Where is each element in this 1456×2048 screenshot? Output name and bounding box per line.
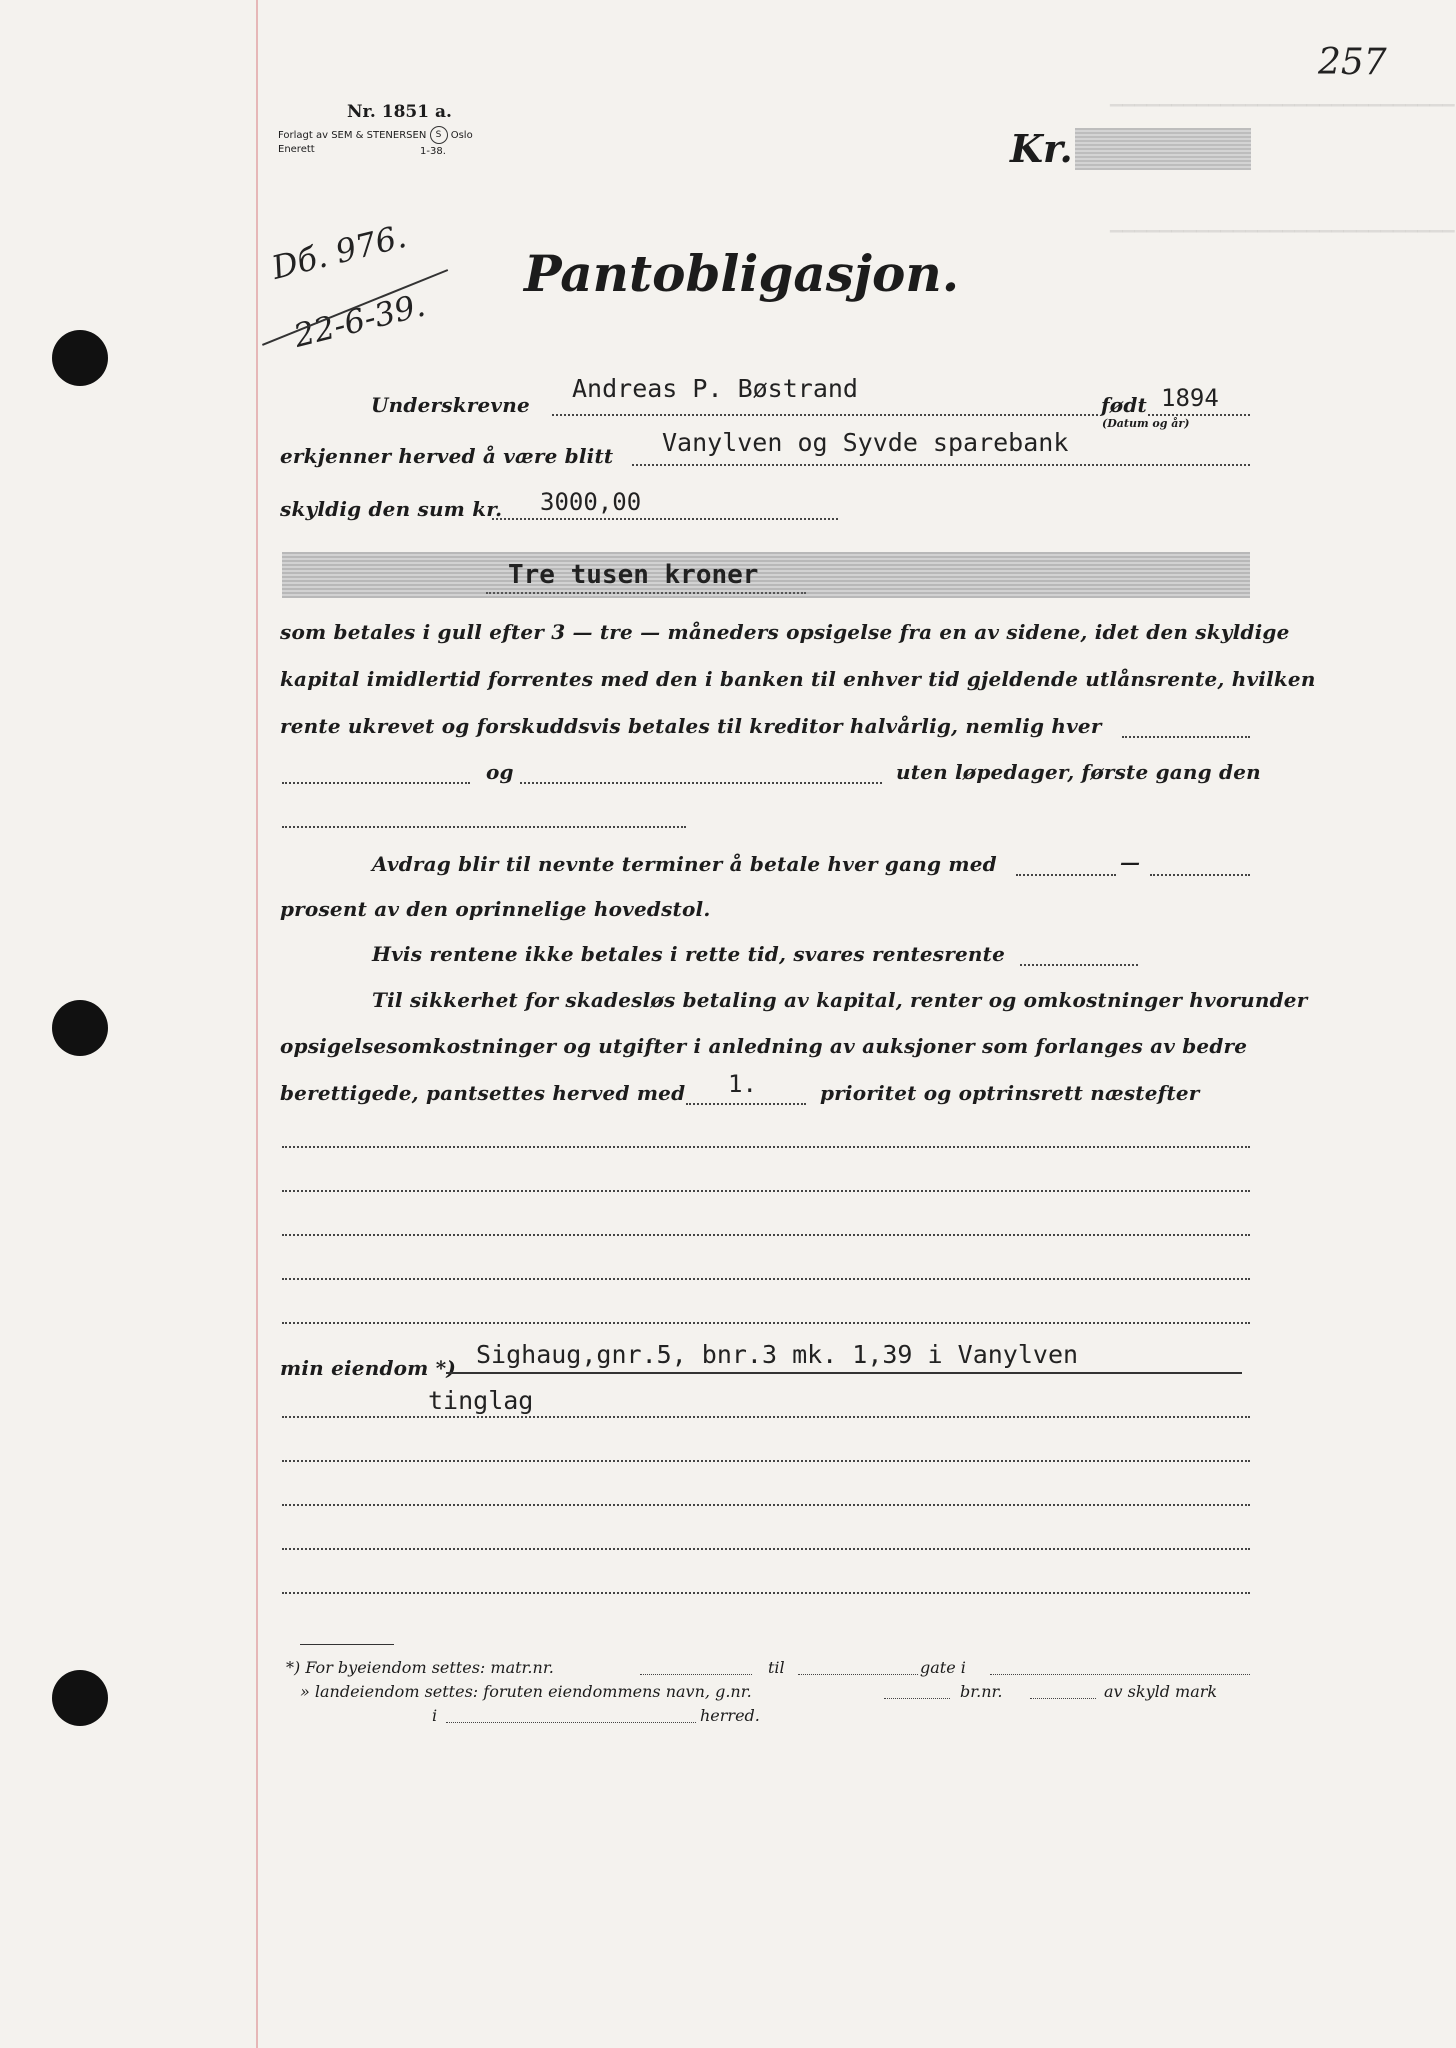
punch-hole: [52, 1670, 108, 1726]
document-title: Pantobligasjon.: [524, 244, 960, 303]
avdrag-dotted-line-a: [1016, 874, 1116, 876]
creditor-value: Vanylven og Syvde sparebank: [662, 428, 1069, 457]
footnote-line-3-b: herred.: [700, 1706, 760, 1725]
punch-hole: [52, 1000, 108, 1056]
punch-hole: [52, 330, 108, 386]
annotation-date: 22-6-39.: [290, 285, 429, 355]
body-line-4-end: uten løpedager, første gang den: [896, 760, 1261, 784]
footnote-rule: [300, 1644, 394, 1645]
sum-words: Tre tusen kroner: [508, 560, 759, 590]
footnote-line-3-a: i: [432, 1706, 438, 1725]
page-number: 257: [1318, 42, 1387, 83]
renter-label: Hvis rentene ikke betales i rette tid, svares rentesrente: [372, 942, 1006, 966]
property-value: Sighaug,gnr.5, bnr.3 mk. 1,39 i Vanylven: [476, 1340, 1079, 1369]
sikkerhet-line-2: opsigelsesomkostninger og utgifter i anledning av auksjoner som forlanges av bedre: [280, 1034, 1248, 1058]
publisher-date: 1-38.: [420, 146, 446, 157]
priority-dotted-line: [686, 1103, 806, 1105]
publisher-logo-icon: S: [430, 126, 448, 144]
footnote-line-2-c: av skyld mark: [1104, 1682, 1218, 1701]
publisher-enerett: Enerett: [278, 144, 315, 155]
interest-date-3-dotted-line: [520, 782, 882, 784]
avdrag-dotted-line-b: [1150, 874, 1250, 876]
form-number: Nr. 1851 a.: [347, 102, 452, 122]
born-label: født: [1101, 393, 1147, 417]
born-value: 1894: [1161, 384, 1219, 412]
footnote-line-1-b: til: [768, 1658, 785, 1677]
kr-label: Kr.: [1010, 126, 1073, 171]
margin-line: [256, 0, 258, 2048]
footnote-dotted: [884, 1698, 950, 1699]
body-line-4-and: og: [486, 760, 514, 784]
publisher-city: Oslo: [450, 130, 473, 141]
sum-words-dotted-line: [486, 592, 806, 594]
property-label: min eiendom *): [280, 1356, 457, 1380]
property-dotted-line: [282, 1416, 1250, 1418]
body-line-3: rente ukrevet og forskuddsvis betales til kreditor halvårlig, nemlig hver: [280, 714, 1102, 738]
property-dotted-line: [282, 1504, 1250, 1506]
blank-dotted-line: [282, 1190, 1250, 1192]
sikkerhet-line-3-b: prioritet og optrinsrett næstefter: [820, 1081, 1200, 1105]
bleed-through-text: ▔▔▔▔▔▔▔▔▔▔▔▔▔▔▔▔▔▔▔▔▔▔▔▔▔▔▔▔: [1110, 104, 1455, 123]
blank-dotted-line: [282, 1146, 1250, 1148]
sikkerhet-line-3-a: berettigede, pantsettes herved med: [280, 1081, 686, 1105]
blank-dotted-line: [282, 1278, 1250, 1280]
footnote-dotted: [1030, 1698, 1096, 1699]
footnote-line-1-a: *) For byeiendom settes: matr.nr.: [286, 1658, 554, 1677]
prosent-label: prosent av den oprinnelige hovedstol.: [280, 897, 711, 921]
footnote-dotted: [990, 1674, 1250, 1675]
kr-shaded-box: [1075, 128, 1251, 170]
priority-value: 1.: [728, 1070, 757, 1098]
footnote-dotted: [446, 1722, 696, 1723]
avdrag-label: Avdrag blir til nevnte terminer å betale hver gang med: [372, 852, 997, 876]
sum-dotted-line: [492, 518, 838, 520]
avdrag-dash: —: [1120, 850, 1141, 874]
undersigned-value: Andreas P. Bøstrand: [572, 374, 858, 403]
renter-dotted-line: [1020, 964, 1138, 966]
footnote-dotted: [798, 1674, 918, 1675]
creditor-dotted-line: [632, 464, 1250, 466]
interest-date-2-dotted-line: [282, 782, 470, 784]
bleed-through-text: ▔▔▔▔▔▔▔▔▔▔▔▔▔▔▔▔▔▔▔▔▔▔▔▔▔▔▔▔: [1110, 230, 1455, 249]
interest-dates-dotted-line: [1122, 736, 1250, 738]
body-line-1: som betales i gull efter 3 — tre — måneders opsigelse fra en av sidene, idet den skyldige: [280, 620, 1290, 644]
property-value-continued: tinglag: [428, 1386, 534, 1415]
footnote-line-2-b: br.nr.: [960, 1682, 1003, 1701]
footnote-line-2-a: » landeiendom settes: foruten eiendommens navn, g.nr.: [300, 1682, 752, 1701]
publisher-line: [278, 126, 473, 144]
body-line-2: kapital imidlertid forrentes med den i banken til enhver tid gjeldende utlånsrente, hvilken: [280, 667, 1316, 691]
first-date-dotted-line: [282, 826, 686, 828]
property-dotted-line: [282, 1460, 1250, 1462]
creditor-label: erkjenner herved å være blitt: [280, 444, 614, 468]
sikkerhet-line-1: Til sikkerhet for skadesløs betaling av kapital, renter og omkostninger hvorunder: [372, 988, 1308, 1012]
annotation-reference: Dб. 976.: [268, 216, 410, 287]
property-dotted-line: [282, 1548, 1250, 1550]
born-hint: (Datum og år): [1102, 417, 1190, 430]
undersigned-dotted-line: [552, 414, 1098, 416]
footnote-dotted: [640, 1674, 752, 1675]
sum-value: 3000,00: [540, 488, 642, 516]
sum-label: skyldig den sum kr.: [280, 497, 503, 521]
publisher-name: Forlagt av SEM & STENERSEN: [278, 130, 427, 141]
blank-dotted-line: [282, 1234, 1250, 1236]
born-dotted-line: [1148, 414, 1250, 416]
property-underline: [446, 1372, 1242, 1374]
undersigned-label: Underskrevne: [371, 393, 530, 417]
property-dotted-line: [282, 1592, 1250, 1594]
footnote-line-1-c: gate i: [920, 1658, 966, 1677]
blank-dotted-line: [282, 1322, 1250, 1324]
